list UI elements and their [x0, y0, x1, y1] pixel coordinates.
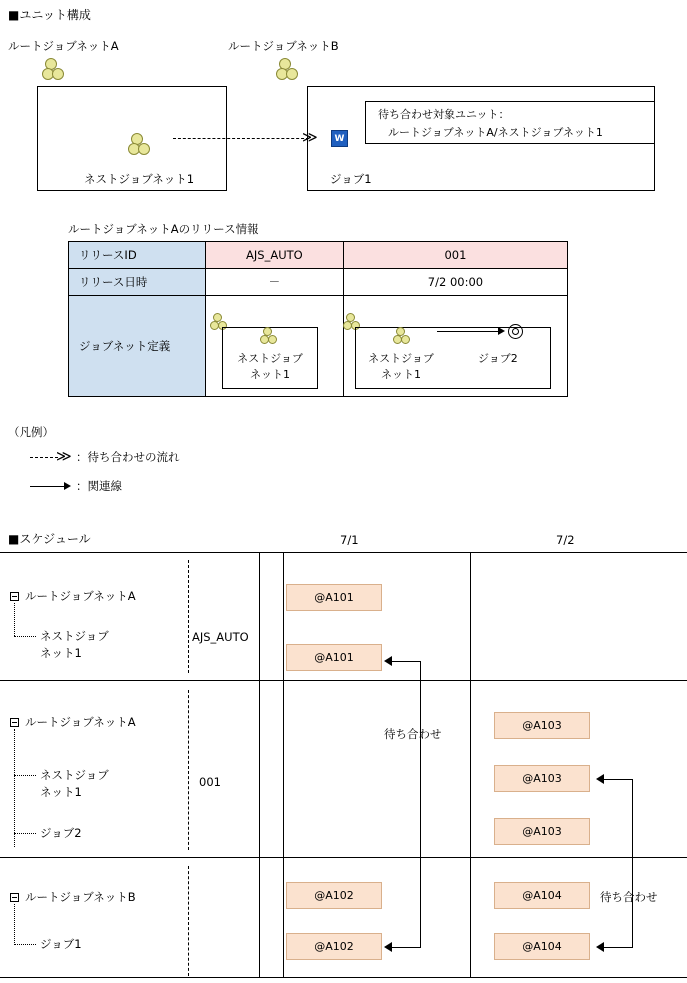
schedule-box-g2r1-d2[interactable]: @A103	[494, 712, 590, 739]
schedule-box-g2r2-d2[interactable]: @A103	[494, 765, 590, 792]
def-col1-unit-line1: ネストジョブ	[237, 352, 303, 365]
schedule-row-name-g2r2-line2: ネット1	[40, 785, 82, 799]
legend-title: （凡例）	[8, 425, 54, 439]
tree-vline-g2	[14, 729, 15, 847]
def-col2-job2-label: ジョブ2	[478, 352, 518, 365]
legend-solid-line	[30, 486, 66, 487]
col-sep-date	[470, 552, 471, 977]
wait-arrow-head-top-1	[384, 656, 392, 666]
schedule-box-g3r2-d1[interactable]: @A102	[286, 933, 382, 960]
tree-toggle-g2[interactable]	[10, 718, 19, 727]
unit-structure-title: ■ユニット構成	[8, 8, 91, 22]
wait-arrow-head-top-2	[596, 774, 604, 784]
legend-solid-arrow-head	[64, 482, 71, 490]
def-col2-unit-line2: ネット1	[381, 368, 421, 381]
schedule-box-g2r3-d2[interactable]: @A103	[494, 818, 590, 845]
nested-jobnet-label: ネストジョブネット1	[84, 172, 195, 186]
group-sep-1	[0, 680, 687, 681]
wait-arrow-hline-bottom-2	[604, 947, 633, 948]
wait-arrow-head-bottom-1	[384, 942, 392, 952]
job1-label: ジョブ1	[330, 172, 372, 186]
date-header-7-2: 7/2	[556, 533, 575, 547]
wait-arrow-hline-bottom-1	[392, 947, 421, 948]
tree-vline-g1	[14, 603, 15, 636]
row-header-release-id: リリースID	[69, 242, 206, 269]
legend-dash-arrow-head: ≫	[56, 447, 72, 465]
tree-hline-g3	[14, 944, 36, 945]
release-date-col2: 7/2 00:00	[343, 269, 567, 296]
col-sep-left	[259, 552, 260, 977]
release-label-g1: AJS_AUTO	[192, 630, 249, 644]
group1-dash-sep	[188, 560, 189, 673]
wait-arrow-hline-top-1	[392, 661, 421, 662]
schedule-box-g1r2-d1[interactable]: @A101	[286, 644, 382, 671]
schedule-row-name-g2r1: ルートジョブネットA	[25, 715, 136, 729]
date-header-7-1: 7/1	[340, 533, 359, 547]
release-id-col2: 001	[343, 242, 567, 269]
root-jobnet-b-label: ルートジョブネットB	[228, 39, 339, 53]
schedule-box-g1r1-d1[interactable]: @A101	[286, 584, 382, 611]
schedule-row-name-g3r2: ジョブ1	[40, 937, 82, 951]
schedule-box-g3r2-d2[interactable]: @A104	[494, 933, 590, 960]
def-col2-relation-arrow	[498, 327, 505, 335]
job1-icon: W	[331, 130, 348, 147]
def-col1-unit-line2: ネット1	[250, 368, 290, 381]
def-col2-unit-line1: ネストジョブ	[368, 352, 434, 365]
schedule-row-name-g2r2-line1: ネストジョブ	[40, 768, 109, 782]
schedule-title: ■スケジュール	[8, 532, 91, 546]
release-label-g2: 001	[199, 775, 221, 789]
legend-item-1-label: ：待ち合わせの流れ	[76, 450, 180, 464]
release-info-title: ルートジョブネットAのリリース情報	[68, 222, 259, 236]
schedule-row-name-g2r3: ジョブ2	[40, 826, 82, 840]
schedule-box-g3r1-d1[interactable]: @A102	[286, 882, 382, 909]
tree-hline-g2b	[14, 833, 36, 834]
schedule-row-name-g1r2-line2: ネット1	[40, 646, 82, 660]
legend-dash-line	[30, 457, 58, 458]
legend-item-2-label: ：関連線	[76, 479, 122, 493]
col-sep-release	[283, 552, 284, 977]
wait-arrow-hline-top-2	[604, 779, 633, 780]
row-header-release-date: リリース日時	[69, 269, 206, 296]
release-id-col1: AJS_AUTO	[205, 242, 343, 269]
table-row	[69, 242, 568, 269]
nested-jobnet-icon	[128, 133, 156, 159]
root-jobnet-b-icon	[276, 58, 304, 84]
tree-hline-g1	[14, 636, 36, 637]
release-date-col1: －	[205, 269, 343, 296]
def-col2-relation-line	[437, 331, 500, 332]
group-sep-2	[0, 857, 687, 858]
wait-arrow-head-bottom-2	[596, 942, 604, 952]
schedule-row-name-g3r1: ルートジョブネットB	[25, 890, 136, 904]
tree-toggle-g3[interactable]	[10, 893, 19, 902]
tree-vline-g3	[14, 904, 15, 945]
def-col2-job2-icon	[508, 324, 523, 339]
wait-flow-arrow-line	[173, 138, 309, 139]
root-jobnet-a-icon	[42, 58, 70, 84]
wait-arrow-vline-1	[420, 661, 421, 947]
wait-label-2: 待ち合わせ	[600, 890, 658, 904]
schedule-top-rule	[0, 552, 687, 553]
wait-label-1: 待ち合わせ	[384, 727, 442, 741]
wait-flow-arrow-head: ≫	[302, 128, 318, 146]
tree-hline-g2a	[14, 775, 36, 776]
wait-target-line2: ルートジョブネットA/ネストジョブネット1	[388, 126, 603, 139]
wait-target-line1: 待ち合わせ対象ユニット：	[378, 108, 510, 121]
wait-arrow-vline-2	[632, 779, 633, 947]
schedule-box-g3r1-d2[interactable]: @A104	[494, 882, 590, 909]
table-row	[69, 269, 568, 296]
row-header-jobnet-def: ジョブネット定義	[69, 296, 206, 397]
schedule-row-name-g1r1: ルートジョブネットA	[25, 589, 136, 603]
root-jobnet-a-label: ルートジョブネットA	[8, 39, 119, 53]
tree-toggle-g1[interactable]	[10, 592, 19, 601]
def-col1-nested-icon	[260, 327, 282, 347]
group2-dash-sep	[188, 690, 189, 850]
schedule-bottom-rule	[0, 977, 687, 978]
def-col2-nested-icon	[393, 327, 415, 347]
group3-dash-sep	[188, 866, 189, 976]
schedule-row-name-g1r2-line1: ネストジョブ	[40, 629, 109, 643]
